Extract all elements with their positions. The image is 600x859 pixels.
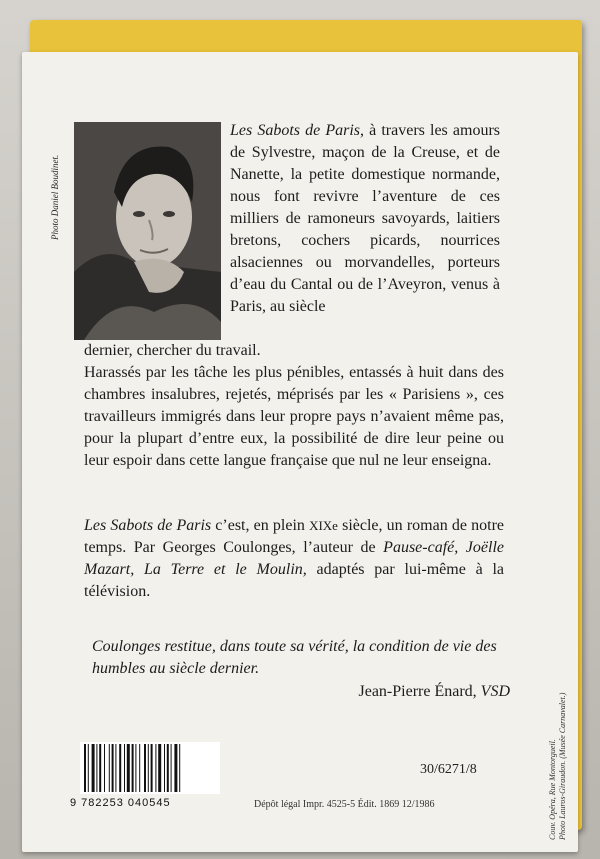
author-works: Pause-café, Joëlle Mazart, La Terre et le Moulin, (84, 539, 504, 578)
photo-credit: Photo Daniel Boudinet. (50, 154, 60, 240)
attribution-publication: VSD (480, 683, 510, 700)
author-text-a: c’est, en plein (211, 517, 310, 534)
barcode (80, 742, 220, 794)
author-photo (74, 122, 221, 340)
author-text-c: adaptés par lui-même à la télévision. (84, 561, 504, 600)
cover-credit-line-1: Couv. Opéra, Rue Montorgueil. (548, 739, 557, 840)
intro-text: , à travers les amours de Sylvestre, maçon de la Creuse, et de Nanette, la petite domestique normande, nous font revivre l’aventure de ces milliers de ramoneurs savoyards, laitiers bretons, cochers picards, nourrices alsaciennes ou morvandelles, porteurs d’eau du Cantal ou de l’Aveyron, venus à Paris, au siècle (230, 122, 501, 315)
barcode-number: 9 782253 040545 (70, 797, 171, 809)
intro-paragraph-end: dernier, chercher du travail. (84, 342, 261, 359)
intro-paragraph (230, 120, 500, 318)
cover-credit (548, 693, 568, 840)
legal-deposit: Dépôt légal Impr. 4525-5 Édit. 1869 12/1986 (254, 799, 435, 810)
synopsis-paragraph: Harassés par les tâche les plus pénibles, entassés à huit dans des chambres insalubres, rejetés, méprisés par les « Parisiens », ces travailleurs immigrés dans leur propre pays n’avaient même pas, pour la plupart d’entre eux, la possibilité de dire leur peine ou leur espoir dans cette langue française que nul ne leur enseigna. (84, 364, 504, 469)
press-quote: Coulonges restitue, dans toute sa vérité, la condition de vie des humbles au siècle dernier. (92, 638, 497, 677)
century-label: XIXe (309, 518, 338, 533)
attribution-name: Jean-Pierre Énard, (358, 683, 481, 700)
book-title: Les Sabots de Paris (230, 122, 361, 139)
author-paragraph (84, 515, 504, 603)
author-text-b: siècle, un roman de notre temps. Par Georges Coulonges, l’auteur de (84, 517, 505, 556)
cover-credit-line-2: Photo Lauros-Giraudon. (Musée Carnavalet.) (558, 692, 567, 840)
quote-attribution (270, 681, 510, 703)
book-title-2: Les Sabots de Paris (84, 517, 212, 534)
catalog-number: 30/6271/8 (420, 762, 477, 777)
